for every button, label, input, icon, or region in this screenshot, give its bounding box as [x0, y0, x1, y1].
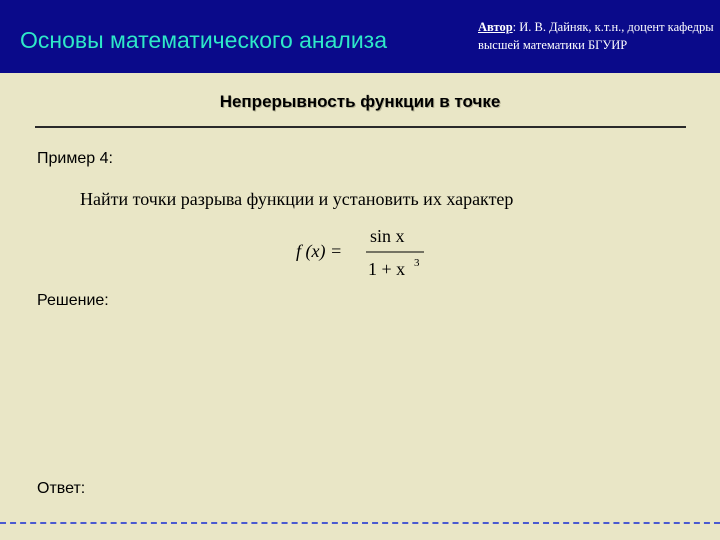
author-text: : И. В. Дайняк, к.т.н., доцент кафедры высшей математики БГУИР	[478, 20, 714, 52]
formula-denominator: 1 + x	[368, 259, 406, 279]
bottom-divider	[0, 522, 720, 524]
author-info	[478, 18, 714, 54]
formula-lhs: f (x) =	[296, 241, 343, 261]
course-title: Основы математического анализа	[20, 27, 388, 53]
formula-exponent: 3	[414, 257, 420, 269]
task-text: Найти точки разрыва функции и установить их характер	[80, 189, 514, 209]
author-label: Автор	[478, 20, 513, 34]
title-divider	[35, 126, 686, 128]
formula	[290, 223, 440, 285]
solution-label: Решение:	[37, 292, 109, 309]
header-bar	[0, 0, 720, 73]
slide-title: Непрерывность функции в точке	[219, 92, 501, 111]
example-label: Пример 4:	[37, 150, 113, 167]
answer-label: Ответ:	[37, 480, 86, 497]
formula-numerator: sin x	[370, 226, 405, 246]
